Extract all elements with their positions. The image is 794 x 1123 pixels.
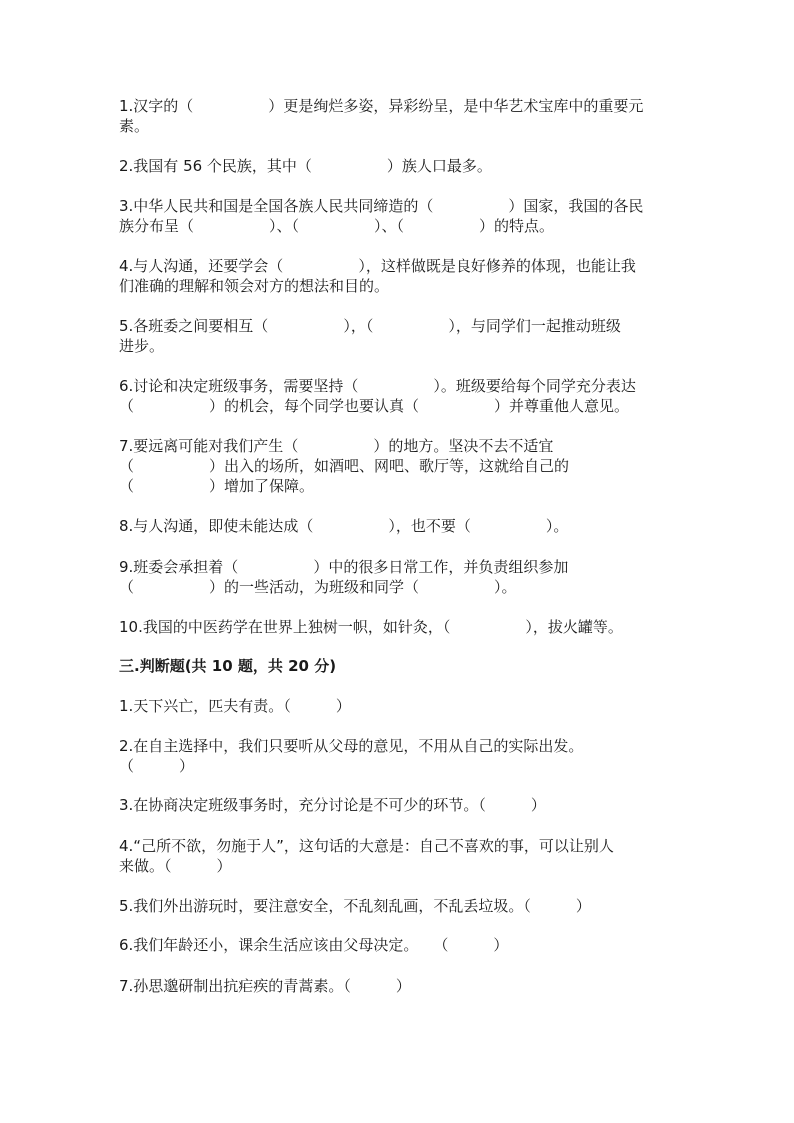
judgment-question-2 (119, 736, 679, 776)
judgment-question-7 (119, 976, 679, 996)
section-title-text: 三.判断题(共 10 题，共 20 分) (119, 657, 337, 675)
judgment-question-4 (119, 836, 679, 876)
question-line: 族分布呈（ ）、（ ）、（ ）的特点。 (119, 217, 555, 235)
question-line: 7.孙思邈研制出抗疟疾的青蒿素。（ ） (119, 977, 411, 995)
question-line: （ ）的一些活动，为班级和同学（ ）。 (119, 578, 517, 596)
judgment-question-5 (119, 896, 679, 916)
question-line: 4.与人沟通，还要学会（ ），这样做既是良好修养的体现，也能让我 (119, 257, 636, 275)
question-line: 来做。（ ） (119, 857, 232, 875)
question-line: 素。 (119, 117, 150, 135)
question-line: 5.各班委之间要相互（ ），（ ），与同学们一起推动班级 (119, 317, 621, 335)
fill-question-1 (119, 96, 679, 136)
question-line: 进步。 (119, 337, 165, 355)
question-line: （ ）的机会，每个同学也要认真（ ）并尊重他人意见。 (119, 397, 630, 415)
question-line: 7.要远离可能对我们产生（ ）的地方。坚决不去不适宜 (119, 437, 554, 455)
question-line: 3.在协商决定班级事务时，充分讨论是不可少的环节。（ ） (119, 796, 546, 814)
fill-question-5 (119, 316, 679, 356)
question-line: 3.中华人民共和国是全国各族人民共同缔造的（ ）国家，我国的各民 (119, 197, 644, 215)
judgment-question-6 (119, 935, 679, 955)
fill-question-10 (119, 617, 679, 637)
section-title (119, 656, 679, 676)
question-line: 5.我们外出游玩时，要注意安全，不乱刻乱画，不乱丢垃圾。（ ） (119, 897, 591, 915)
fill-question-9 (119, 557, 679, 597)
question-line: （ ）出入的场所，如酒吧、网吧、歌厅等，这就给自己的 (119, 457, 570, 475)
question-line: 2.我国有 56 个民族，其中（ ）族人口最多。 (119, 157, 492, 175)
question-line: （ ） (119, 757, 195, 775)
question-line: 10.我国的中医药学在世界上独树一帜，如针灸，（ ），拔火罐等。 (119, 618, 623, 636)
fill-question-6 (119, 376, 679, 416)
question-line: （ ）增加了保障。 (119, 477, 315, 495)
question-line: 1.天下兴亡，匹夫有责。（ ） (119, 697, 351, 715)
fill-question-4 (119, 256, 679, 296)
judgment-question-3 (119, 795, 679, 815)
question-line: 9.班委会承担着（ ）中的很多日常工作，并负责组织参加 (119, 558, 569, 576)
question-line: 4.“己所不欲，勿施于人”，这句话的大意是：自己不喜欢的事，可以让别人 (119, 837, 614, 855)
question-line: 6.我们年龄还小，课余生活应该由父母决定。 （ ） (119, 936, 509, 954)
question-line: 8.与人沟通，即使未能达成（ ），也不要（ ）。 (119, 517, 569, 535)
judgment-question-1 (119, 696, 679, 716)
fill-question-8 (119, 516, 679, 536)
fill-question-3 (119, 196, 679, 236)
fill-question-7 (119, 436, 679, 496)
question-line: 6.讨论和决定班级事务，需要坚持（ ）。班级要给每个同学充分表达 (119, 377, 636, 395)
fill-question-2 (119, 156, 679, 176)
question-line: 们准确的理解和领会对方的想法和目的。 (119, 277, 390, 295)
question-line: 2.在自主选择中，我们只要听从父母的意见，不用从自己的实际出发。 (119, 737, 584, 755)
question-line: 1.汉字的（ ）更是绚烂多姿，异彩纷呈，是中华艺术宝库中的重要元 (119, 97, 644, 115)
